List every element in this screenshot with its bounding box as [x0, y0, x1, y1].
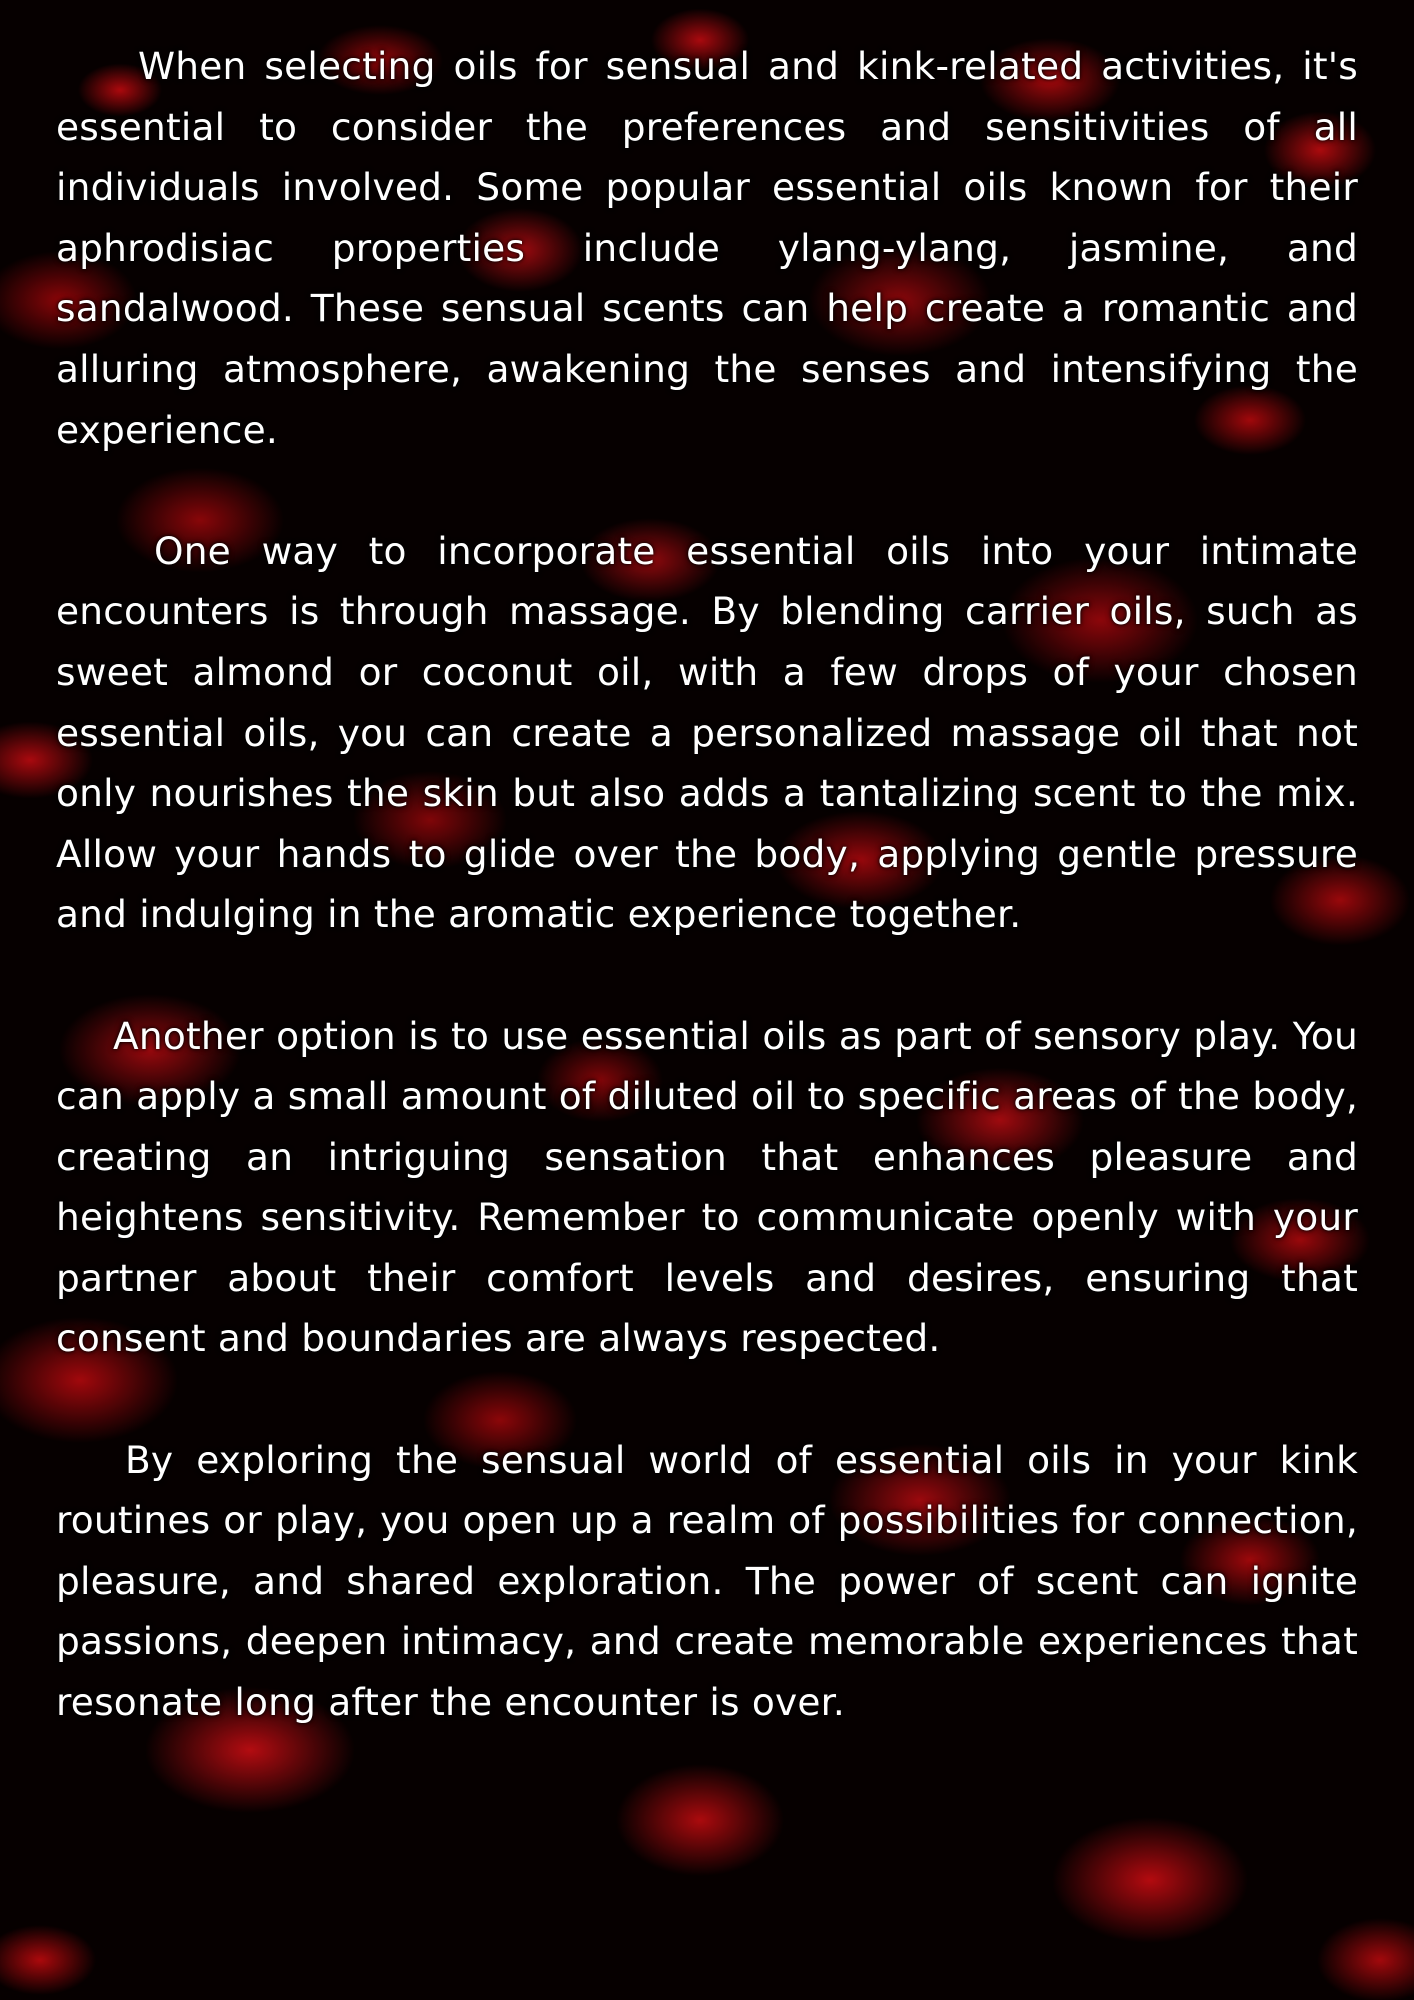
- paragraph-sensory-play: Another option is to use essential oils as part of sensory play. You can apply a small amount of diluted oil to specific areas of the body, creating an intriguing sensation that enhances pleasure and heightens sensitivity. Remember to communicate openly with your partner about their comfort levels and desires, ensuring that consent and boundaries are always respected.: [56, 1013, 1358, 1361]
- paragraph-exploring: By exploring the sensual world of essential oils in your kink routines or play, you open up a realm of possibilities for connection, pleasure, and shared exploration. The power of scent can ignite passions, deepen intimacy, and create memorable experiences that resonate long after the encounter is over.: [56, 1437, 1358, 1725]
- paragraph-massage: One way to incorporate essential oils into your intimate encounters is through massage. By blending carrier oils, such as sweet almond or coconut oil, with a few drops of your chosen essential oils, you can create a personalized massage oil that not only nourishes the skin but also adds a tantalizing scent to the mix. Allow your hands to glide over the body, applying gentle pressure and indulging in the aromatic experience together.: [56, 528, 1358, 937]
- paragraph-selecting-oils: When selecting oils for sensual and kink-related activities, it's essential to consider the preferences and sensitivities of all individuals involved. Some popular essential oils known for their aphrodisiac properties include ylang-ylang, jasmine, and sandalwood. These sensual scents can help create a romantic and alluring atmosphere, awakening the senses and intensifying the experience.: [56, 44, 1358, 452]
- document-body: [56, 36, 1358, 1793]
